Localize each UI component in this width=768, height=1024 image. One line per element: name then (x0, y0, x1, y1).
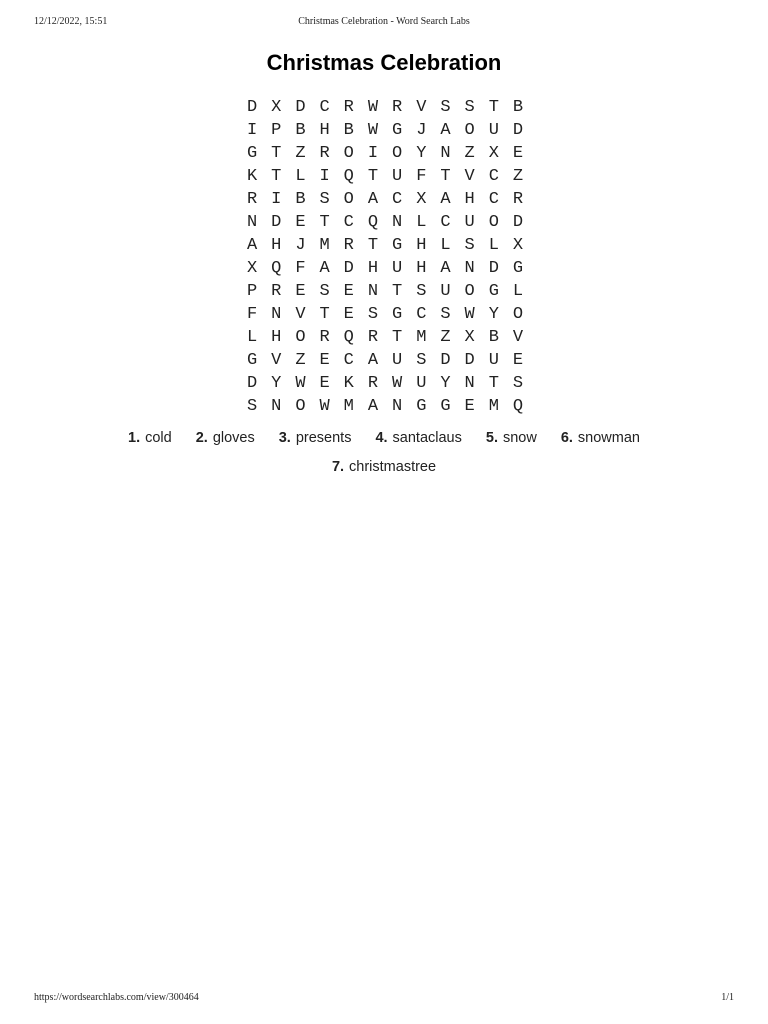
grid-row (240, 142, 530, 165)
print-header (0, 16, 768, 32)
grid-cell: N (246, 213, 258, 232)
grid-cell: J (416, 121, 427, 140)
grid-cell: E (295, 213, 306, 232)
grid-cell: S (464, 98, 475, 117)
grid-cell: K (343, 374, 354, 393)
grid-cell: G (392, 236, 403, 255)
grid-cell: O (464, 282, 475, 301)
grid-cell: B (512, 98, 524, 117)
grid-row (240, 119, 530, 142)
grid-cell: L (295, 167, 306, 186)
grid-cell: X (512, 236, 524, 255)
grid-cell: X (416, 190, 427, 209)
grid-cell: Z (440, 328, 451, 347)
word-number: 1. (128, 430, 141, 446)
grid-cell: W (392, 374, 403, 393)
word-text: cold (145, 430, 172, 446)
grid-cell: T (392, 282, 403, 301)
grid-cell: T (392, 328, 403, 347)
grid-cell: R (319, 144, 330, 163)
grid-cell: G (488, 282, 499, 301)
grid-cell: M (343, 397, 354, 416)
grid-row (240, 257, 530, 280)
word-number: 2. (195, 430, 208, 446)
grid-cell: D (246, 98, 258, 117)
grid-cell: T (319, 213, 330, 232)
grid-cell: R (271, 282, 282, 301)
grid-cell: W (319, 397, 330, 416)
grid-row (240, 395, 530, 418)
grid-cell: T (271, 144, 282, 163)
grid-row (240, 234, 530, 257)
grid-cell: A (246, 236, 258, 255)
grid-cell: N (392, 397, 403, 416)
word-item (128, 427, 172, 449)
grid-cell: F (416, 167, 427, 186)
grid-cell: W (367, 121, 379, 140)
grid-row (240, 188, 530, 211)
grid-cell: M (319, 236, 330, 255)
grid-cell: U (416, 374, 427, 393)
print-footer (0, 992, 768, 1008)
grid-cell: U (488, 351, 499, 370)
grid-cell: S (416, 282, 427, 301)
grid-cell: T (271, 167, 282, 186)
grid-cell: L (512, 282, 524, 301)
grid-cell: S (367, 305, 379, 324)
grid-cell: Z (295, 144, 306, 163)
grid-cell: Q (271, 259, 282, 278)
grid-cell: U (488, 121, 499, 140)
grid-cell: Z (295, 351, 306, 370)
word-item (561, 427, 640, 449)
grid-cell: T (319, 305, 330, 324)
grid-cell: R (343, 98, 354, 117)
grid-cell: G (512, 259, 524, 278)
grid-cell: X (271, 98, 282, 117)
grid-cell: A (319, 259, 330, 278)
grid-row (240, 165, 530, 188)
grid-cell: O (464, 121, 475, 140)
grid-cell: T (367, 236, 379, 255)
word-item (279, 427, 352, 449)
grid-cell: O (392, 144, 403, 163)
grid-cell: D (488, 259, 499, 278)
grid-cell: G (246, 144, 258, 163)
grid-cell: S (416, 351, 427, 370)
grid-cell: W (295, 374, 306, 393)
grid-cell: D (512, 213, 524, 232)
grid-cell: U (392, 351, 403, 370)
grid-cell: H (464, 190, 475, 209)
grid-cell: N (392, 213, 403, 232)
grid-cell: G (416, 397, 427, 416)
grid-cell: E (512, 144, 524, 163)
grid-cell: V (295, 305, 306, 324)
print-url: https://wordsearchlabs.com/view/300464 (34, 992, 199, 1003)
grid-cell: S (319, 190, 330, 209)
grid-cell: Y (440, 374, 451, 393)
grid-cell: C (488, 190, 499, 209)
grid-cell: A (367, 190, 379, 209)
grid-cell: R (367, 374, 379, 393)
grid-cell: A (440, 190, 451, 209)
word-list (0, 427, 768, 485)
word-text: christmastree (349, 459, 437, 475)
grid-cell: E (464, 397, 475, 416)
grid-cell: Y (488, 305, 499, 324)
grid-cell: G (392, 121, 403, 140)
grid-cell: D (343, 259, 354, 278)
grid-cell: T (488, 374, 499, 393)
grid-cell: I (271, 190, 282, 209)
grid-cell: B (295, 190, 306, 209)
grid-cell: X (488, 144, 499, 163)
grid-cell: Q (512, 397, 524, 416)
grid-cell: O (295, 397, 306, 416)
grid-cell: A (440, 259, 451, 278)
grid-cell: D (246, 374, 258, 393)
grid-cell: J (295, 236, 306, 255)
grid-row (240, 211, 530, 234)
grid-cell: V (416, 98, 427, 117)
word-list-row (0, 427, 768, 449)
grid-cell: L (246, 328, 258, 347)
grid-cell: U (392, 259, 403, 278)
grid-cell: V (271, 351, 282, 370)
grid-cell: O (512, 305, 524, 324)
grid-cell: P (246, 282, 258, 301)
grid-cell: V (464, 167, 475, 186)
word-text: presents (295, 430, 352, 446)
grid-cell: A (440, 121, 451, 140)
word-number: 4. (375, 430, 388, 446)
grid-cell: N (271, 305, 282, 324)
grid-cell: A (367, 351, 379, 370)
grid-cell: G (246, 351, 258, 370)
grid-row (240, 303, 530, 326)
grid-cell: H (367, 259, 379, 278)
grid-cell: D (464, 351, 475, 370)
grid-cell: B (488, 328, 499, 347)
grid-cell: B (343, 121, 354, 140)
grid-row (240, 326, 530, 349)
grid-cell: X (464, 328, 475, 347)
grid-cell: D (512, 121, 524, 140)
grid-cell: Y (416, 144, 427, 163)
grid-cell: H (416, 236, 427, 255)
grid-cell: S (246, 397, 258, 416)
grid-cell: D (295, 98, 306, 117)
grid-cell: U (392, 167, 403, 186)
grid-cell: X (246, 259, 258, 278)
grid-cell: C (392, 190, 403, 209)
grid-cell: W (367, 98, 379, 117)
grid-cell: M (488, 397, 499, 416)
grid-cell: C (343, 351, 354, 370)
grid-cell: E (319, 351, 330, 370)
grid-cell: E (319, 374, 330, 393)
grid-row (240, 372, 530, 395)
grid-cell: D (440, 351, 451, 370)
letter-grid (240, 96, 530, 418)
grid-cell: G (440, 397, 451, 416)
grid-cell: T (367, 167, 379, 186)
grid-cell: O (488, 213, 499, 232)
word-text: snowman (577, 430, 640, 446)
grid-row (240, 96, 530, 119)
grid-cell: C (416, 305, 427, 324)
grid-cell: I (319, 167, 330, 186)
grid-cell: S (464, 236, 475, 255)
grid-cell: G (392, 305, 403, 324)
word-number: 3. (278, 430, 291, 446)
word-item (486, 427, 537, 449)
grid-cell: C (343, 213, 354, 232)
grid-cell: S (512, 374, 524, 393)
grid-cell: L (488, 236, 499, 255)
grid-cell: S (319, 282, 330, 301)
grid-cell: F (246, 305, 258, 324)
grid-cell: A (367, 397, 379, 416)
grid-cell: C (488, 167, 499, 186)
grid-cell: R (319, 328, 330, 347)
print-datetime: 12/12/2022, 15:51 (34, 16, 108, 27)
grid-cell: W (464, 305, 475, 324)
grid-row (240, 349, 530, 372)
grid-cell: H (319, 121, 330, 140)
grid-cell: R (246, 190, 258, 209)
word-item (375, 427, 461, 449)
grid-cell: L (416, 213, 427, 232)
grid-cell: B (295, 121, 306, 140)
word-text: snow (502, 430, 537, 446)
grid-cell: U (440, 282, 451, 301)
grid-cell: K (246, 167, 258, 186)
grid-cell: V (512, 328, 524, 347)
word-list-row (0, 456, 768, 478)
grid-cell: Z (512, 167, 524, 186)
grid-cell: H (271, 328, 282, 347)
grid-cell: M (416, 328, 427, 347)
grid-cell: N (367, 282, 379, 301)
word-item (196, 427, 255, 449)
word-number: 6. (560, 430, 573, 446)
grid-cell: H (271, 236, 282, 255)
grid-cell: R (367, 328, 379, 347)
grid-cell: R (512, 190, 524, 209)
grid-cell: R (343, 236, 354, 255)
grid-cell: Y (271, 374, 282, 393)
grid-cell: C (440, 213, 451, 232)
grid-cell: E (343, 305, 354, 324)
word-text: gloves (212, 430, 255, 446)
grid-cell: S (440, 98, 451, 117)
grid-cell: E (512, 351, 524, 370)
grid-cell: C (319, 98, 330, 117)
grid-cell: I (367, 144, 379, 163)
grid-cell: N (464, 374, 475, 393)
grid-cell: I (246, 121, 258, 140)
grid-cell: F (295, 259, 306, 278)
grid-row (240, 280, 530, 303)
grid-cell: L (440, 236, 451, 255)
grid-cell: R (392, 98, 403, 117)
grid-cell: T (440, 167, 451, 186)
word-number: 7. (331, 459, 345, 475)
grid-cell: O (295, 328, 306, 347)
grid-cell: U (464, 213, 475, 232)
grid-cell: D (271, 213, 282, 232)
grid-cell: Z (464, 144, 475, 163)
puzzle-title: Christmas Celebration (266, 50, 502, 75)
print-page-title: Christmas Celebration - Word Search Labs (298, 16, 470, 27)
grid-cell: E (295, 282, 306, 301)
word-text: santaclaus (392, 430, 462, 446)
grid-cell: E (343, 282, 354, 301)
grid-cell: Q (343, 167, 354, 186)
grid-cell: N (464, 259, 475, 278)
grid-cell: Q (343, 328, 354, 347)
grid-cell: N (271, 397, 282, 416)
grid-cell: H (416, 259, 427, 278)
grid-cell: O (343, 190, 354, 209)
word-number: 5. (485, 430, 498, 446)
grid-cell: O (343, 144, 354, 163)
grid-cell: Q (367, 213, 379, 232)
grid-cell: P (271, 121, 282, 140)
print-page-number: 1/1 (721, 992, 734, 1003)
grid-cell: T (488, 98, 499, 117)
grid-cell: N (440, 144, 451, 163)
grid-cell: S (440, 305, 451, 324)
word-item (332, 456, 436, 478)
